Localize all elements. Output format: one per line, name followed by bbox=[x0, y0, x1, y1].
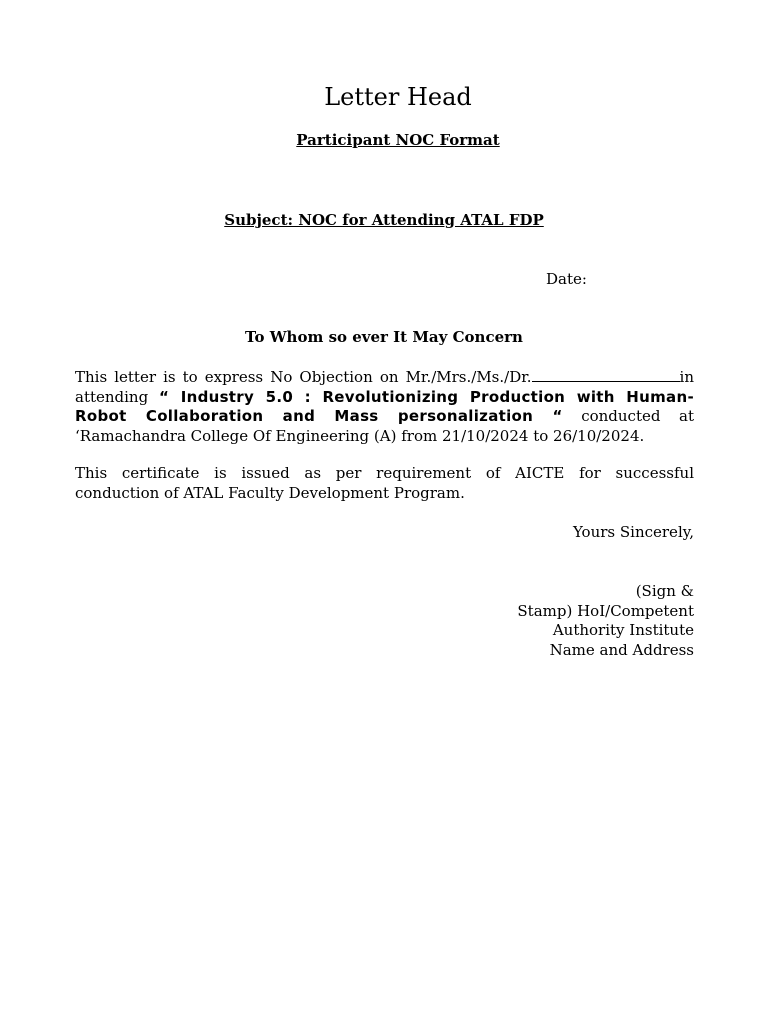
signature-line: Stamp) HoI/Competent bbox=[517, 601, 694, 620]
paragraph-line bbox=[75, 388, 694, 408]
letter-head-title: Letter Head bbox=[324, 83, 472, 111]
salutation: To Whom so ever It May Concern bbox=[245, 328, 523, 346]
paragraph-line bbox=[75, 407, 694, 427]
signature-line: (Sign & bbox=[635, 582, 694, 600]
paragraph-line: ‘Ramachandra College Of Engineering (A) from 21/10/2024 to 26/10/2024. bbox=[75, 426, 645, 445]
signature-line: Authority Institute bbox=[552, 621, 694, 640]
body-paragraph-2 bbox=[75, 464, 694, 503]
text-run: in bbox=[679, 368, 694, 386]
subject-line: Subject: NOC for Attending ATAL FDP bbox=[224, 211, 544, 229]
text-run: This letter is to express No Objection on Mr./Mrs./Ms./Dr. bbox=[75, 368, 532, 386]
body-paragraph-1 bbox=[75, 367, 694, 446]
paragraph-line bbox=[75, 367, 694, 388]
name-blank-field bbox=[532, 367, 680, 382]
paragraph-line: conduction of ATAL Faculty Development Program. bbox=[75, 483, 465, 502]
signature-line: Name and Address bbox=[549, 640, 694, 659]
program-title: “ Industry 5.0 : Revolutionizing Production with Human- bbox=[159, 387, 694, 406]
closing: Yours Sincerely, bbox=[572, 523, 694, 541]
text-run: conducted at bbox=[581, 407, 694, 426]
text-run: attending bbox=[75, 387, 149, 406]
signature-block bbox=[517, 582, 694, 660]
format-title: Participant NOC Format bbox=[296, 131, 500, 149]
paragraph-line: This certificate is issued as per requirement of AICTE for successful bbox=[75, 464, 694, 482]
program-title: Robot Collaboration and Mass personalization “ bbox=[75, 407, 563, 426]
date-label: Date: bbox=[546, 270, 587, 288]
